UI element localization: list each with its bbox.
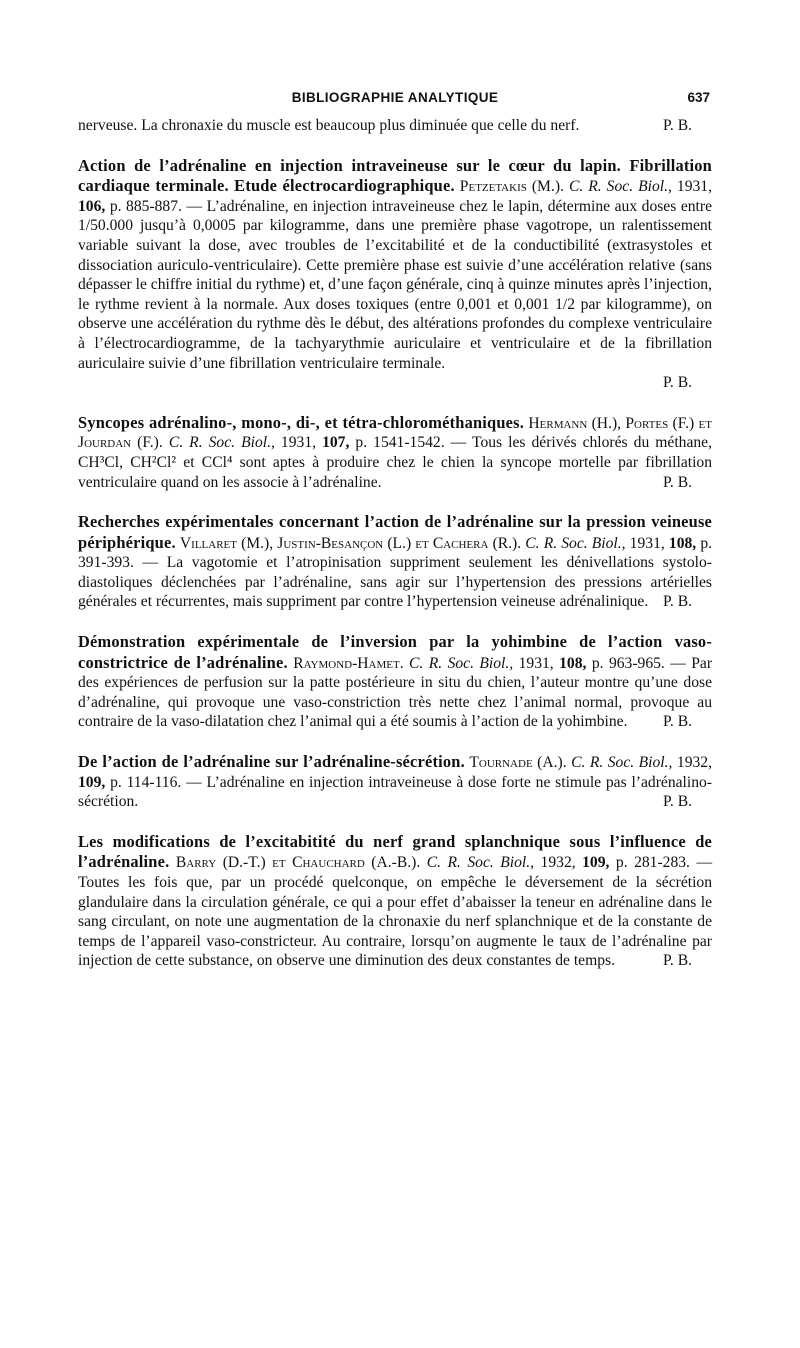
- entry-pages: p. 114-116.: [110, 773, 182, 791]
- entry-journal: C. R. Soc. Biol.,: [525, 534, 626, 552]
- signature: P. B.: [662, 713, 692, 731]
- entry-authors: Barry (D.-T.) et Chauchard (A.-B.).: [175, 854, 421, 872]
- bibliography-entry: [78, 752, 712, 812]
- entry-year: 1931,: [629, 534, 665, 552]
- entry-volume: 107,: [322, 434, 350, 452]
- entry-journal: C. R. Soc. Biol.,: [168, 434, 275, 452]
- entry-year: 1931,: [676, 178, 712, 196]
- entry-journal: C. R. Soc. Biol.,: [409, 654, 514, 672]
- entry-abstract: — L’adrénaline en injection intraveineuse à dose forte ne stimule pas l’adrénalino-sécrétion.: [78, 773, 712, 811]
- entry-pages: p. 391-393.: [78, 534, 713, 572]
- page-number: 637: [687, 90, 710, 105]
- bibliography-entry: [78, 512, 712, 612]
- entry-journal: C. R. Soc. Biol.,: [426, 854, 535, 872]
- entry-authors: Petzetakis (M.).: [459, 178, 564, 196]
- signature: P. B.: [662, 473, 692, 491]
- entry-authors: Villaret (M.), Justin-Besançon (L.) et Cachera (R.).: [179, 534, 522, 552]
- entry-authors: Raymond-Hamet.: [293, 654, 404, 672]
- entry-volume: 109,: [78, 773, 106, 791]
- entry-title: Démonstration expérimentale de l’inversion par la yohimbine de l’action vaso-constrictrice de l’adrénaline.: [78, 632, 712, 672]
- entry-title: De l’action de l’adrénaline sur l’adrénaline-sécrétion.: [78, 752, 465, 772]
- entry-journal: C. R. Soc. Biol.,: [568, 178, 672, 196]
- entry-body: [78, 512, 712, 612]
- bibliography-entry: [78, 413, 712, 492]
- bibliography-entry: [78, 832, 712, 971]
- running-header: [78, 88, 712, 110]
- entry-pages: p. 963-965.: [591, 654, 665, 672]
- entry-pages: p. 281-283.: [615, 854, 690, 872]
- signature: P. B.: [662, 593, 692, 611]
- continued-paragraph: [78, 116, 712, 136]
- entry-year: 1932,: [540, 854, 576, 872]
- entry-body: [78, 156, 712, 374]
- entry-volume: 109,: [582, 854, 610, 872]
- entry-body: [78, 413, 712, 492]
- entry-volume: 108,: [668, 534, 697, 552]
- entry-title: Syncopes adrénalino-, mono-, di-, et tétra-chlorométhaniques.: [78, 412, 525, 432]
- header-title: BIBLIOGRAPHIE ANALYTIQUE: [291, 90, 499, 105]
- entry-year: 1931,: [518, 654, 554, 672]
- entry-year: 1932,: [676, 754, 712, 772]
- entry-title: Les modifications de l’excitabitité du nerf grand splanchnique sous l’influence de l’adrénaline.: [78, 831, 712, 872]
- signature: P. B.: [662, 793, 692, 811]
- entry-authors: Hermann (H.), Portes (F.) et Jourdan (F.).: [78, 414, 712, 452]
- bibliography-entry: [78, 156, 712, 393]
- bibliography-entry: [78, 632, 712, 732]
- continued-text: nerveuse. La chronaxie du muscle est beaucoup plus diminuée que celle du nerf.: [78, 117, 580, 134]
- entry-volume: 108,: [559, 654, 587, 672]
- entry-pages: p. 1541-1542.: [355, 434, 445, 452]
- entry-body: [78, 832, 712, 971]
- entry-body: [78, 632, 712, 732]
- signature: P. B.: [662, 117, 692, 134]
- entry-journal: C. R. Soc. Biol.,: [571, 754, 673, 772]
- entry-authors: Tournade (A.).: [469, 754, 567, 772]
- entry-pages: p. 885-887.: [109, 197, 182, 215]
- entry-abstract: — Par des expériences de perfusion sur la patte postérieure in situ du chien, l’auteur montre qu’une dose d’adrénaline, qui provoque une vaso-constriction très nette chez l’animal normal, provoque au contraire de la vaso-dilatation chez l’animal qui a été soumis à l’action de la yohimbine.: [78, 654, 713, 731]
- entry-body: [78, 752, 712, 812]
- document-page: [78, 88, 712, 971]
- entry-abstract: — La vagotomie et l’atropinisation suppriment seulement les dénivellations systolo-diastoliques déclenchées par l’adrénaline, sans agir sur l’hypertension des pressions artérielles générales et récurrentes, mais suppriment par contre l’hypertension veineuse adrénalinique.: [78, 554, 712, 611]
- signature: P. B.: [662, 374, 692, 392]
- entry-abstract: — Tous les dérivés chlorés du méthane, CH³Cl, CH²Cl² et CCl⁴ sont aptes à produire chez le chien la syncope mortelle par fibrillation ventriculaire quand on les associe à l’adrénaline.: [78, 434, 712, 491]
- entry-title: Action de l’adrénaline en injection intraveineuse sur le cœur du lapin. Fibrillation cardiaque terminale. Etude électrocardiographique.: [78, 155, 712, 196]
- entry-volume: 106,: [78, 197, 106, 215]
- signature: P. B.: [662, 952, 692, 970]
- entry-abstract: — Toutes les fois que, par un procédé quelconque, on empêche le déversement de la sécrétion glandulaire dans la circulation générale, ce qui a pour effet d’abaisser la teneur en adrénaline dans le sang circulant, on note une augmentation de la chronaxie du nerf splanchnique et de la constante de temps de l’appareil vaso-constricteur. Au contraire, lorsqu’on augmente le taux de l’adrénaline par injection de cette substance, on observe une diminution des deux constantes de temps.: [78, 854, 713, 970]
- entry-abstract: — L’adrénaline, en injection intraveineuse chez le lapin, détermine aux doses entre 1/50.000 jusqu’à 0,0005 par kilogramme, dans une première phase vagotrope, un ralentissement variable suivant la dose, avec troubles de l’excitabilité et de la conductibilité (extrasystoles et dissociation auriculo-ventriculaire). Cette première phase est suivie d’une accélération relative (sans dépasser le chiffre initial du rythme) et, d’une façon générale, cinq à quinze minutes après l’injection, le rythme revient à la normale. Aux doses toxiques (entre 0,001 et 0,001 1/2 par kilogramme), on observe une accélération du rythme dès le début, des altérations profondes du complexe ventriculaire à l’électrocardiogramme, de la tachyarythmie auriculaire et ventriculaire et de la fibrillation auriculaire suivie d’une fibrillation ventriculaire terminale.: [78, 197, 712, 372]
- entry-title: Recherches expérimentales concernant l’action de l’adrénaline sur la pression veineuse périphérique.: [78, 512, 712, 552]
- entry-year: 1931,: [280, 434, 317, 452]
